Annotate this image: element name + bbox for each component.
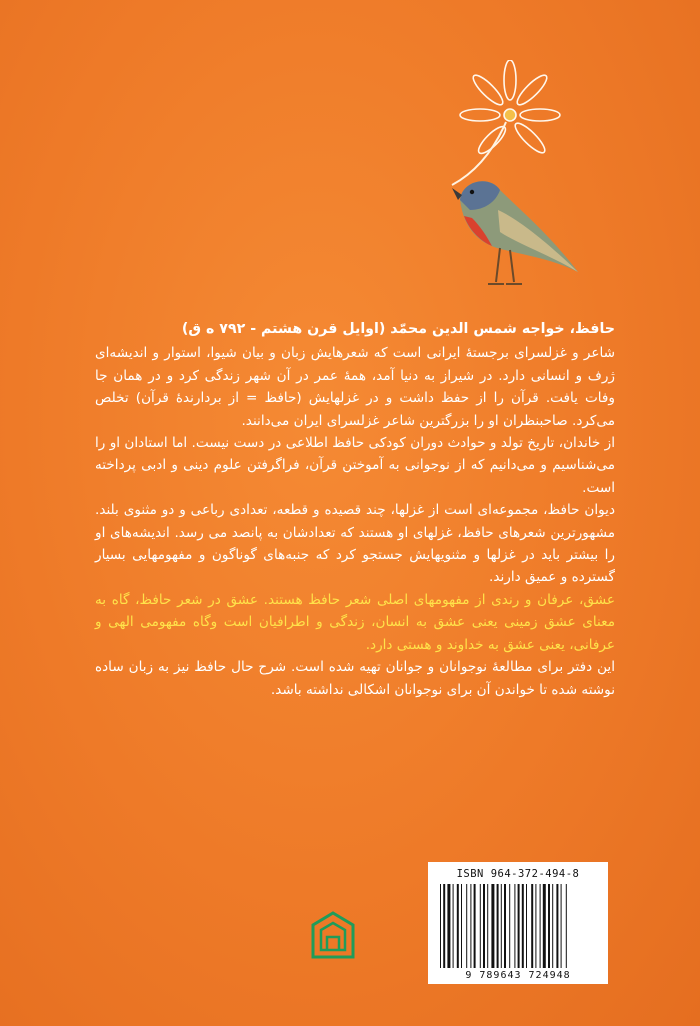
paragraph-childhood: از خاندان، تاریخ تولد و حوادث دوران کودکی حافظ اطلاعی در دست نیست. اما استادان او را می‌شناسیم و می‌دانیم که از نوجوانی به آموختن قرآن، فراگرفتن علوم دینی و ادبی پرداخته است. bbox=[95, 435, 615, 496]
barcode-icon bbox=[440, 884, 596, 968]
isbn-number: ISBN 964-372-494-8 bbox=[456, 868, 580, 880]
barcode-panel bbox=[428, 862, 608, 984]
paragraph-divan: دیوان حافظ، مجموعه‌ای است از غزلها، چند قصیده و قطعه، تعدادی رباعی و دو مثنوی بلند. مشهورترین شعرهای حافظ، غزلهای او هستند که تعدادشان به پانصد می رسد. اندیشه‌های او را بیشتر باید در غزلها و مثنویهایش جستجو کرد که جنبه‌های گوناگون و مفهومهایی بسیار گسترده و عمیق دارند. bbox=[95, 502, 615, 586]
paragraph-biography: شاعر و غزلسرای برجستهٔ ایرانی است که شعرهایش زبان و بیان شیوا، استوار و اندیشه‌ای ژرف و انسانی دارد. در شیراز به دنیا آمد، همهٔ عمر در آن شهر زندگی کرد و در همان جا وفات یافت. قرآن را از حفظ داشت و در غزلهایش (حافظ = از بردارندهٔ قرآن) تخلص می‌کرد. صاحبنظران او را بزرگترین شاعر غزلسرای ایران می‌دانند. bbox=[95, 345, 615, 429]
ean-digits: 9 789643 724948 bbox=[465, 970, 571, 981]
paragraph-audience: این دفتر برای مطالعهٔ نوجوانان و جوانان تهیه شده است. شرح حال حافظ نیز به زبان ساده نوشته شده تا خواندن آن برای نوجوانان اشکالی نداشته باشد. bbox=[95, 659, 615, 698]
publisher-logo-icon bbox=[310, 910, 356, 960]
book-title-line: حافظ، خواجه شمس الدین محمّد (اوایل قرن هشتم - ۷۹۲ ه ق) bbox=[181, 321, 615, 337]
bird-holding-flower-icon bbox=[400, 60, 600, 310]
back-cover-text bbox=[95, 318, 615, 701]
paragraph-love-mysticism: عشق، عرفان و رندی از مفهومهای اصلی شعر حافظ هستند. عشق در شعر حافظ، گاه به معنای عشق زمینی یعنی عشق به انسان، زندگی و اطرافیان است وگاه مفهومی الهی و عرفانی، یعنی عشق به خداوند و هستی دارد. bbox=[95, 591, 615, 653]
